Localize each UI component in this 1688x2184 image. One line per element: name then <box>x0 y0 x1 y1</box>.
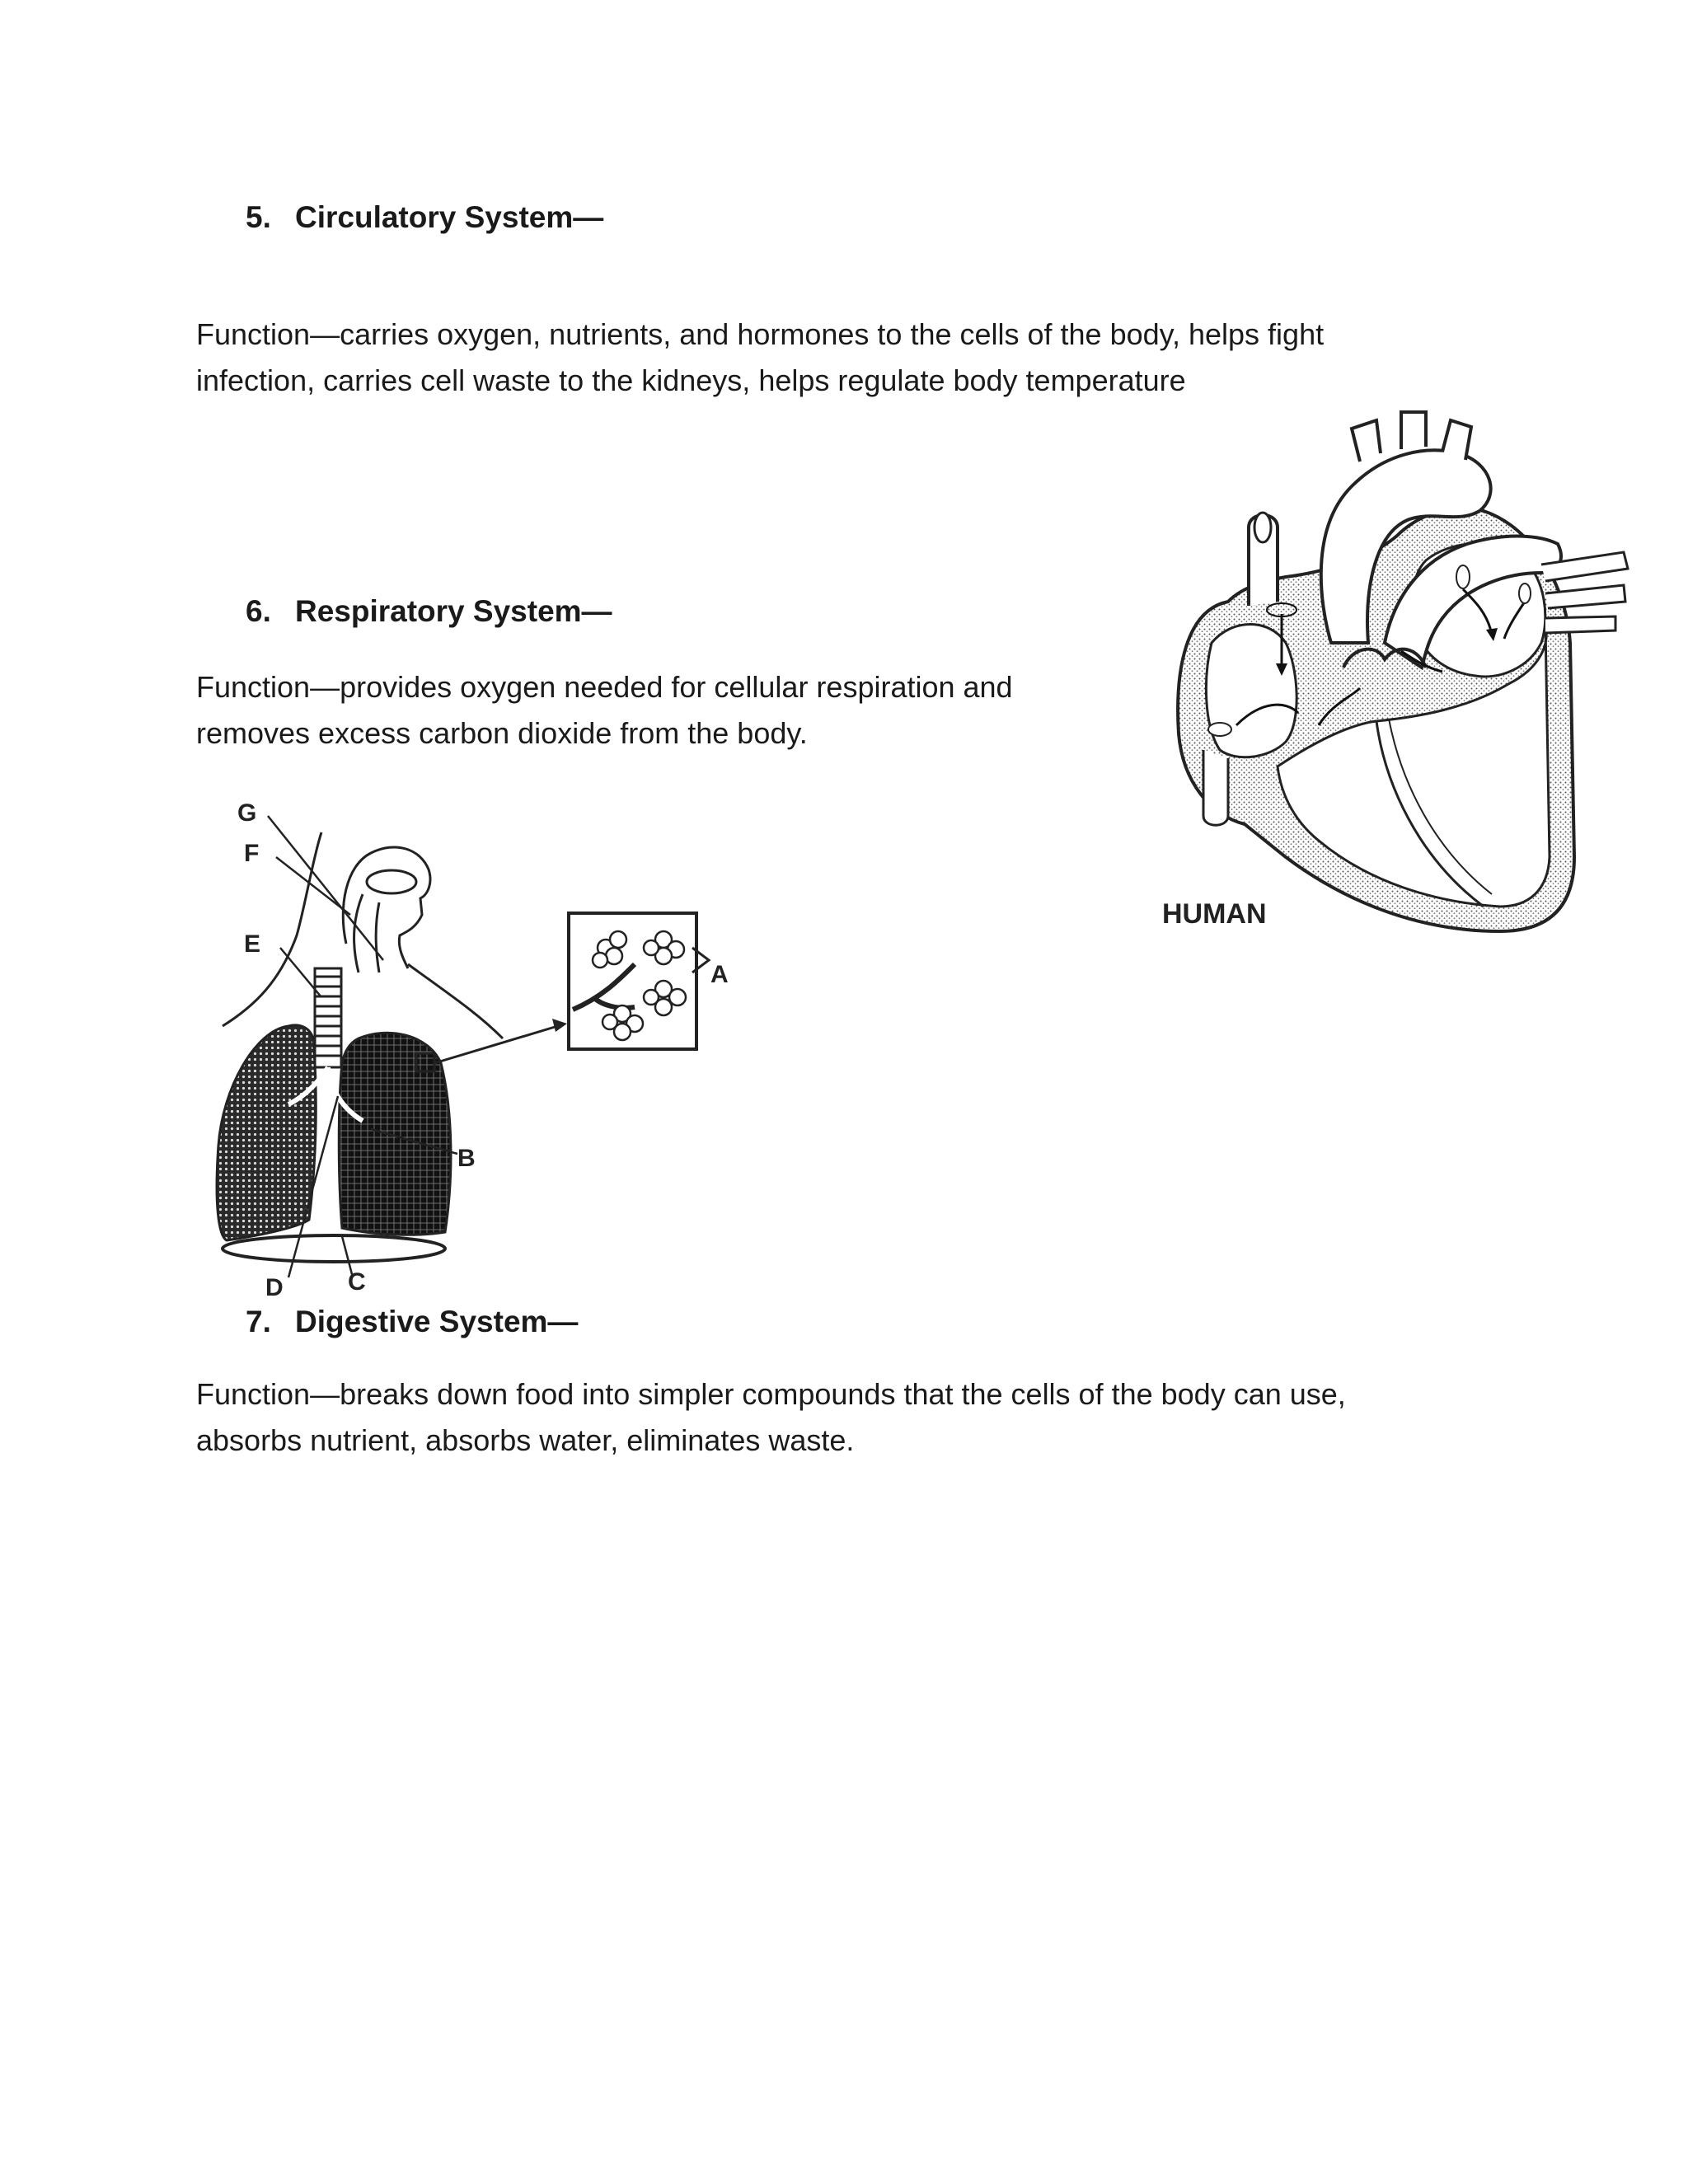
head <box>343 847 430 968</box>
label-b: B <box>457 1145 476 1172</box>
respiratory-diagram-svg <box>206 791 750 1298</box>
section-5-number: 5. <box>246 200 271 234</box>
section-7-function-line-2: absorbs nutrient, absorbs water, eliminates waste. <box>196 1423 855 1457</box>
section-7-function-line-1: Function—breaks down food into simpler compounds that the cells of the body can use, <box>196 1377 1346 1411</box>
respiratory-diagram <box>206 791 750 1298</box>
section-7-heading <box>246 1304 578 1340</box>
label-f: F <box>244 840 260 867</box>
label-a: A <box>710 961 729 988</box>
section-5-heading <box>246 199 603 236</box>
section-5-function-line-2: infection, carries cell waste to the kidneys, helps regulate body temperature <box>196 363 1186 397</box>
label-e: E <box>244 930 261 958</box>
diaphragm <box>223 1235 445 1262</box>
section-5-function-line-1: Function—carries oxygen, nutrients, and hormones to the cells of the body, helps fight <box>196 317 1325 351</box>
trachea <box>315 968 341 1067</box>
callout-arrow <box>434 1025 560 1063</box>
section-6-function-line-1: Function—provides oxygen needed for cellular respiration and <box>196 670 1013 704</box>
body-outline <box>223 832 321 1026</box>
vena-cava-opening <box>1254 513 1271 542</box>
heart-caption: HUMAN <box>1162 898 1267 930</box>
label-d: D <box>265 1274 284 1298</box>
nasal-cavity <box>367 870 416 893</box>
callout-arrow-head <box>552 1019 567 1032</box>
section-6-heading <box>246 593 612 630</box>
section-5-function <box>196 312 1324 404</box>
pulmonary-veins <box>1541 552 1628 633</box>
heart-diagram-svg <box>1154 396 1632 940</box>
alveoli-inset <box>569 913 709 1049</box>
label-c: C <box>348 1268 366 1296</box>
body-outline <box>408 964 503 1038</box>
left-lung <box>217 1025 316 1240</box>
section-7-title: Digestive System— <box>295 1305 579 1338</box>
section-7-number: 7. <box>246 1305 271 1338</box>
heart-diagram <box>1154 396 1632 940</box>
vein-opening <box>1208 723 1231 736</box>
section-5-title: Circulatory System— <box>295 200 604 234</box>
right-atrium <box>1206 625 1296 757</box>
section-6-function-line-2: removes excess carbon dioxide from the body. <box>196 716 808 750</box>
section-6-title: Respiratory System— <box>295 594 612 628</box>
vein-opening <box>1456 565 1470 588</box>
section-7-function <box>196 1371 1346 1464</box>
label-g: G <box>237 799 257 827</box>
inferior-vena-cava <box>1203 750 1228 825</box>
section-6-function <box>196 664 1013 757</box>
vein-opening <box>1519 583 1531 603</box>
section-6-number: 6. <box>246 594 271 628</box>
